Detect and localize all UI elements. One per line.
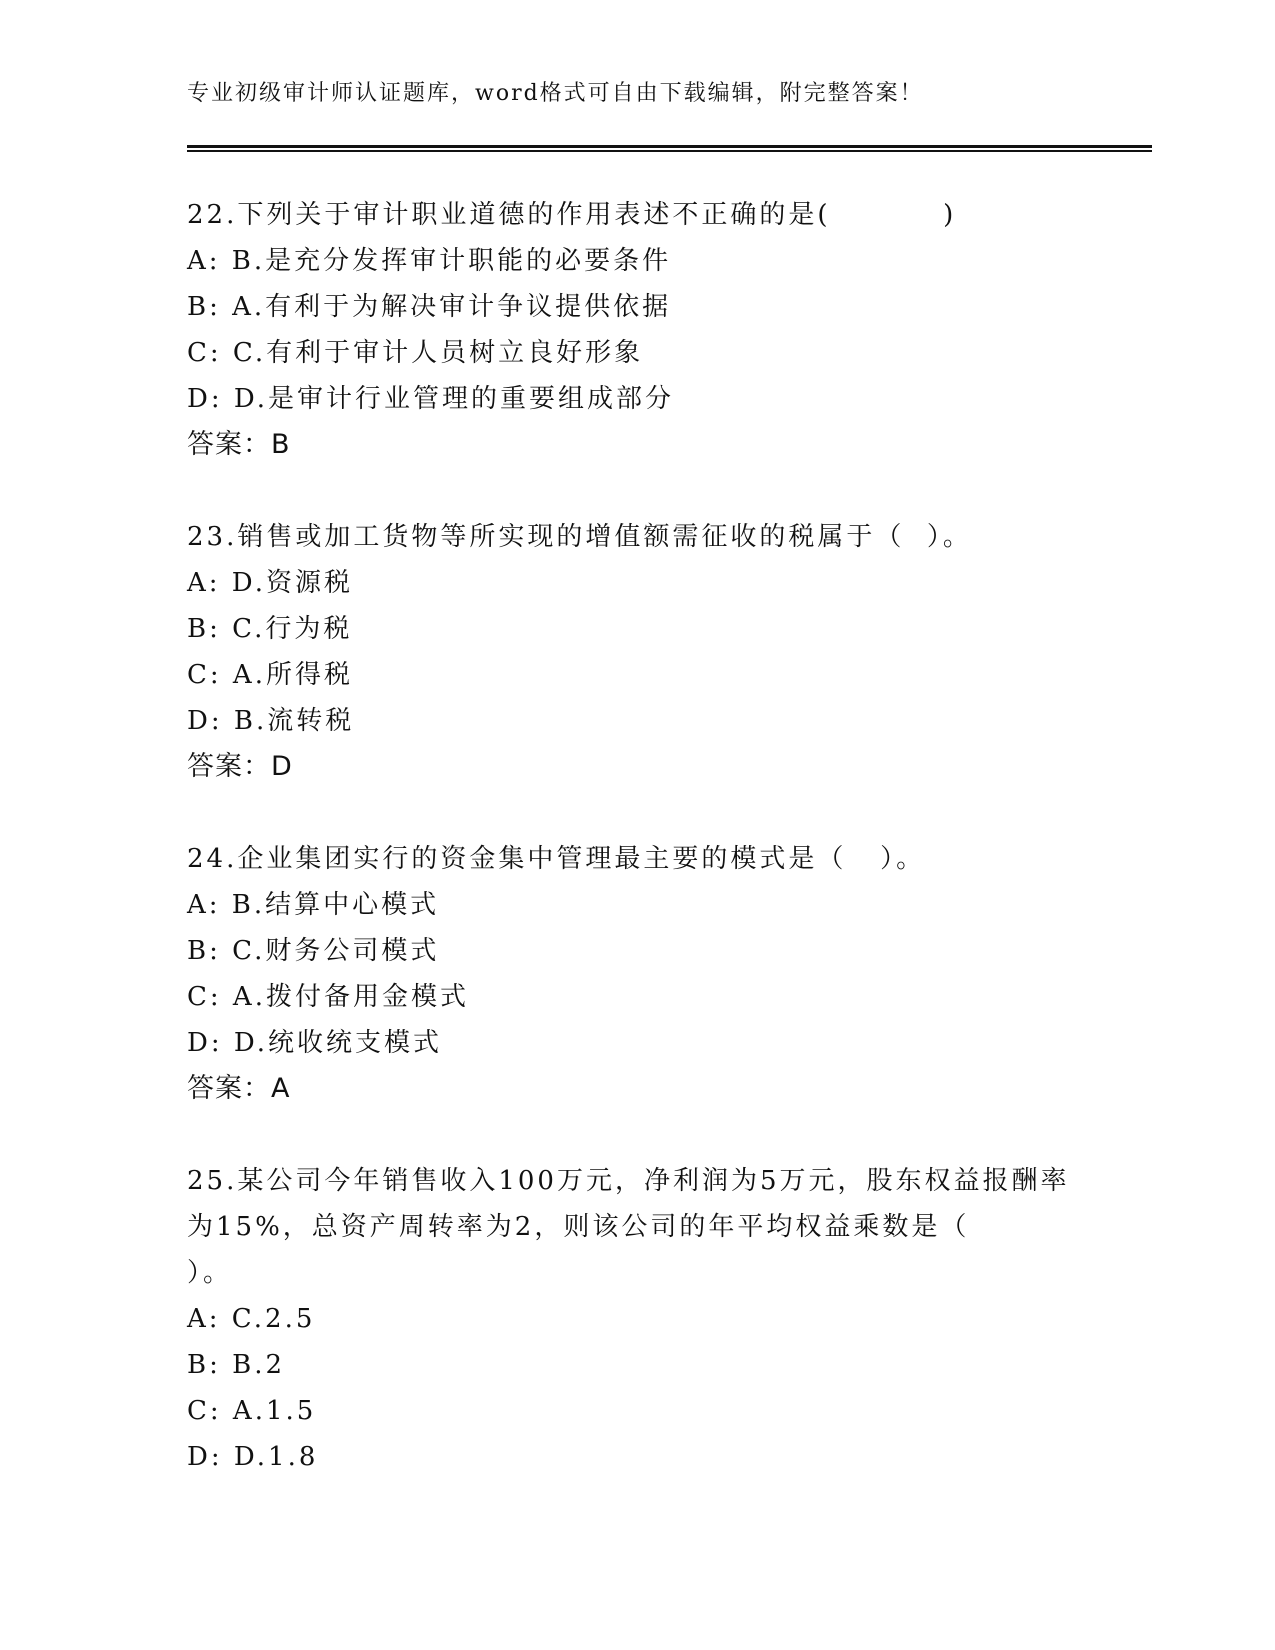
answer-line: 答案：B	[187, 429, 291, 460]
question-stem: 22.下列关于审计职业道德的作用表述不正确的是( )	[187, 200, 957, 230]
question-stem: 23.销售或加工货物等所实现的增值额需征收的税属于（ ）。	[187, 522, 972, 552]
option-b: B: C.行为税	[187, 614, 353, 644]
option-b: B: C.财务公司模式	[187, 936, 440, 966]
question-25	[187, 1158, 1087, 1480]
option-c: C: A.1.5	[187, 1396, 317, 1426]
option-b: B: B.2	[187, 1350, 286, 1380]
option-d: D: B.流转税	[187, 706, 355, 736]
question-22	[187, 192, 1087, 468]
option-a: A: B.是充分发挥审计职能的必要条件	[187, 246, 672, 276]
option-b: B: A.有利于为解决审计争议提供依据	[187, 292, 672, 322]
option-d: D: D.是审计行业管理的重要组成部分	[187, 384, 675, 414]
option-a: A: B.结算中心模式	[187, 890, 440, 920]
option-c: C: C.有利于审计人员树立良好形象	[187, 338, 644, 368]
answer-line: 答案：A	[187, 1073, 291, 1104]
option-c: C: A.所得税	[187, 660, 353, 690]
question-stem: 24.企业集团实行的资金集中管理最主要的模式是（ ）。	[187, 844, 926, 874]
option-c: C: A.拨付备用金模式	[187, 982, 469, 1012]
answer-line: 答案：D	[187, 751, 293, 782]
option-d: D: D.1.8	[187, 1442, 319, 1472]
question-23	[187, 514, 1087, 790]
header-divider	[187, 145, 1152, 152]
option-a: A: C.2.5	[187, 1304, 316, 1334]
question-24	[187, 836, 1087, 1112]
option-d: D: D.统收统支模式	[187, 1028, 443, 1058]
header-title: 专业初级审计师认证题库，word格式可自由下载编辑，附完整答案！	[187, 81, 924, 106]
question-stem: 25.某公司今年销售收入100万元，净利润为5万元，股东权益报酬率 为15%，总资产周转率为2，则该公司的年平均权益乘数是（ ）。	[187, 1166, 1070, 1288]
option-a: A: D.资源税	[187, 568, 353, 598]
